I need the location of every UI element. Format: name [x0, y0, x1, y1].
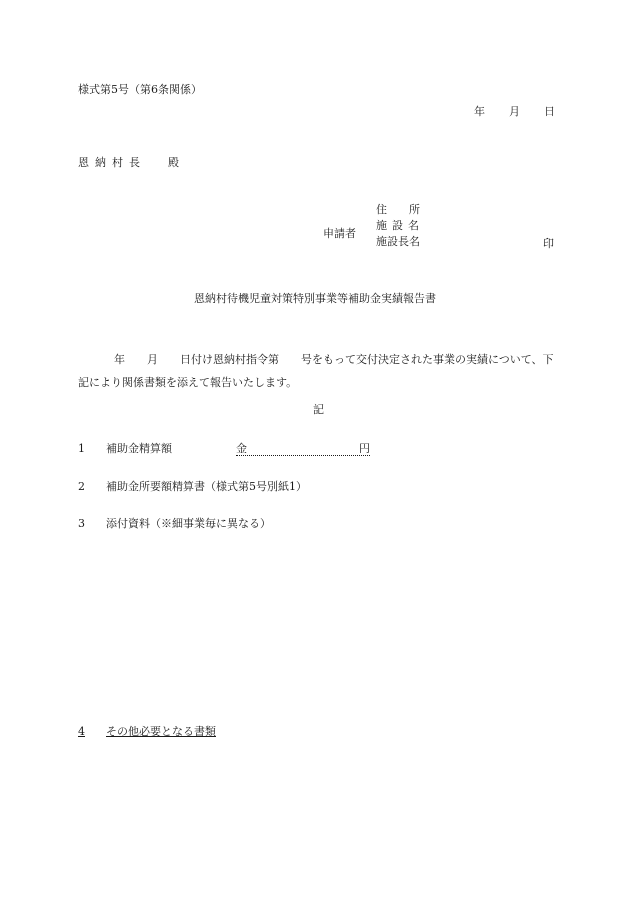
address-char-2: 所: [409, 203, 420, 216]
date-line: [474, 106, 555, 117]
item-number: 4: [78, 725, 85, 738]
item-number: 2: [78, 480, 85, 493]
item-label: 補助金精算額: [106, 442, 172, 455]
applicant-label: 申請者: [323, 227, 356, 240]
addressee-honorific: 殿: [168, 156, 179, 169]
amount-field: [236, 443, 370, 456]
ki-marker: 記: [313, 403, 324, 416]
list-item: [78, 518, 271, 529]
address-char-1: 住: [376, 203, 387, 216]
applicant-director-label: 施設長名: [376, 235, 420, 248]
item-label: 添付資料（※細事業毎に異なる）: [106, 517, 271, 530]
addressee: [78, 157, 179, 168]
amount-suffix: 円: [359, 442, 370, 455]
para-rest: 号をもって交付決定された事業の実績について、下記により関係書類を添えて報告いたします。: [78, 353, 554, 389]
list-item: [78, 481, 307, 492]
list-item: [78, 726, 216, 737]
amount-prefix: 金: [236, 442, 247, 455]
para-month: 月: [147, 353, 158, 366]
item-number: 3: [78, 517, 85, 530]
date-year: 年: [474, 105, 485, 118]
addressee-title: 恩納村長: [78, 156, 146, 169]
form-number: 様式第5号（第6条関係）: [78, 83, 202, 96]
applicant-facility-label: 施設名: [376, 219, 424, 232]
document-title: 恩納村待機児童対策特別事業等補助金実績報告書: [194, 292, 436, 305]
item-label: 補助金所要額精算書（様式第5号別紙1）: [106, 480, 307, 493]
para-ref: 日付け恩納村指令第: [180, 353, 279, 366]
list-item: [78, 443, 370, 456]
applicant-fields: [376, 202, 424, 250]
applicant-address-label: [376, 202, 424, 218]
seal-mark: 印: [543, 237, 554, 250]
para-year: 年: [114, 353, 125, 366]
item-label: その他必要となる書類: [106, 725, 216, 738]
body-paragraph: [78, 348, 560, 394]
item-number: 1: [78, 442, 85, 455]
date-day: 日: [544, 105, 555, 118]
date-month: 月: [509, 105, 520, 118]
